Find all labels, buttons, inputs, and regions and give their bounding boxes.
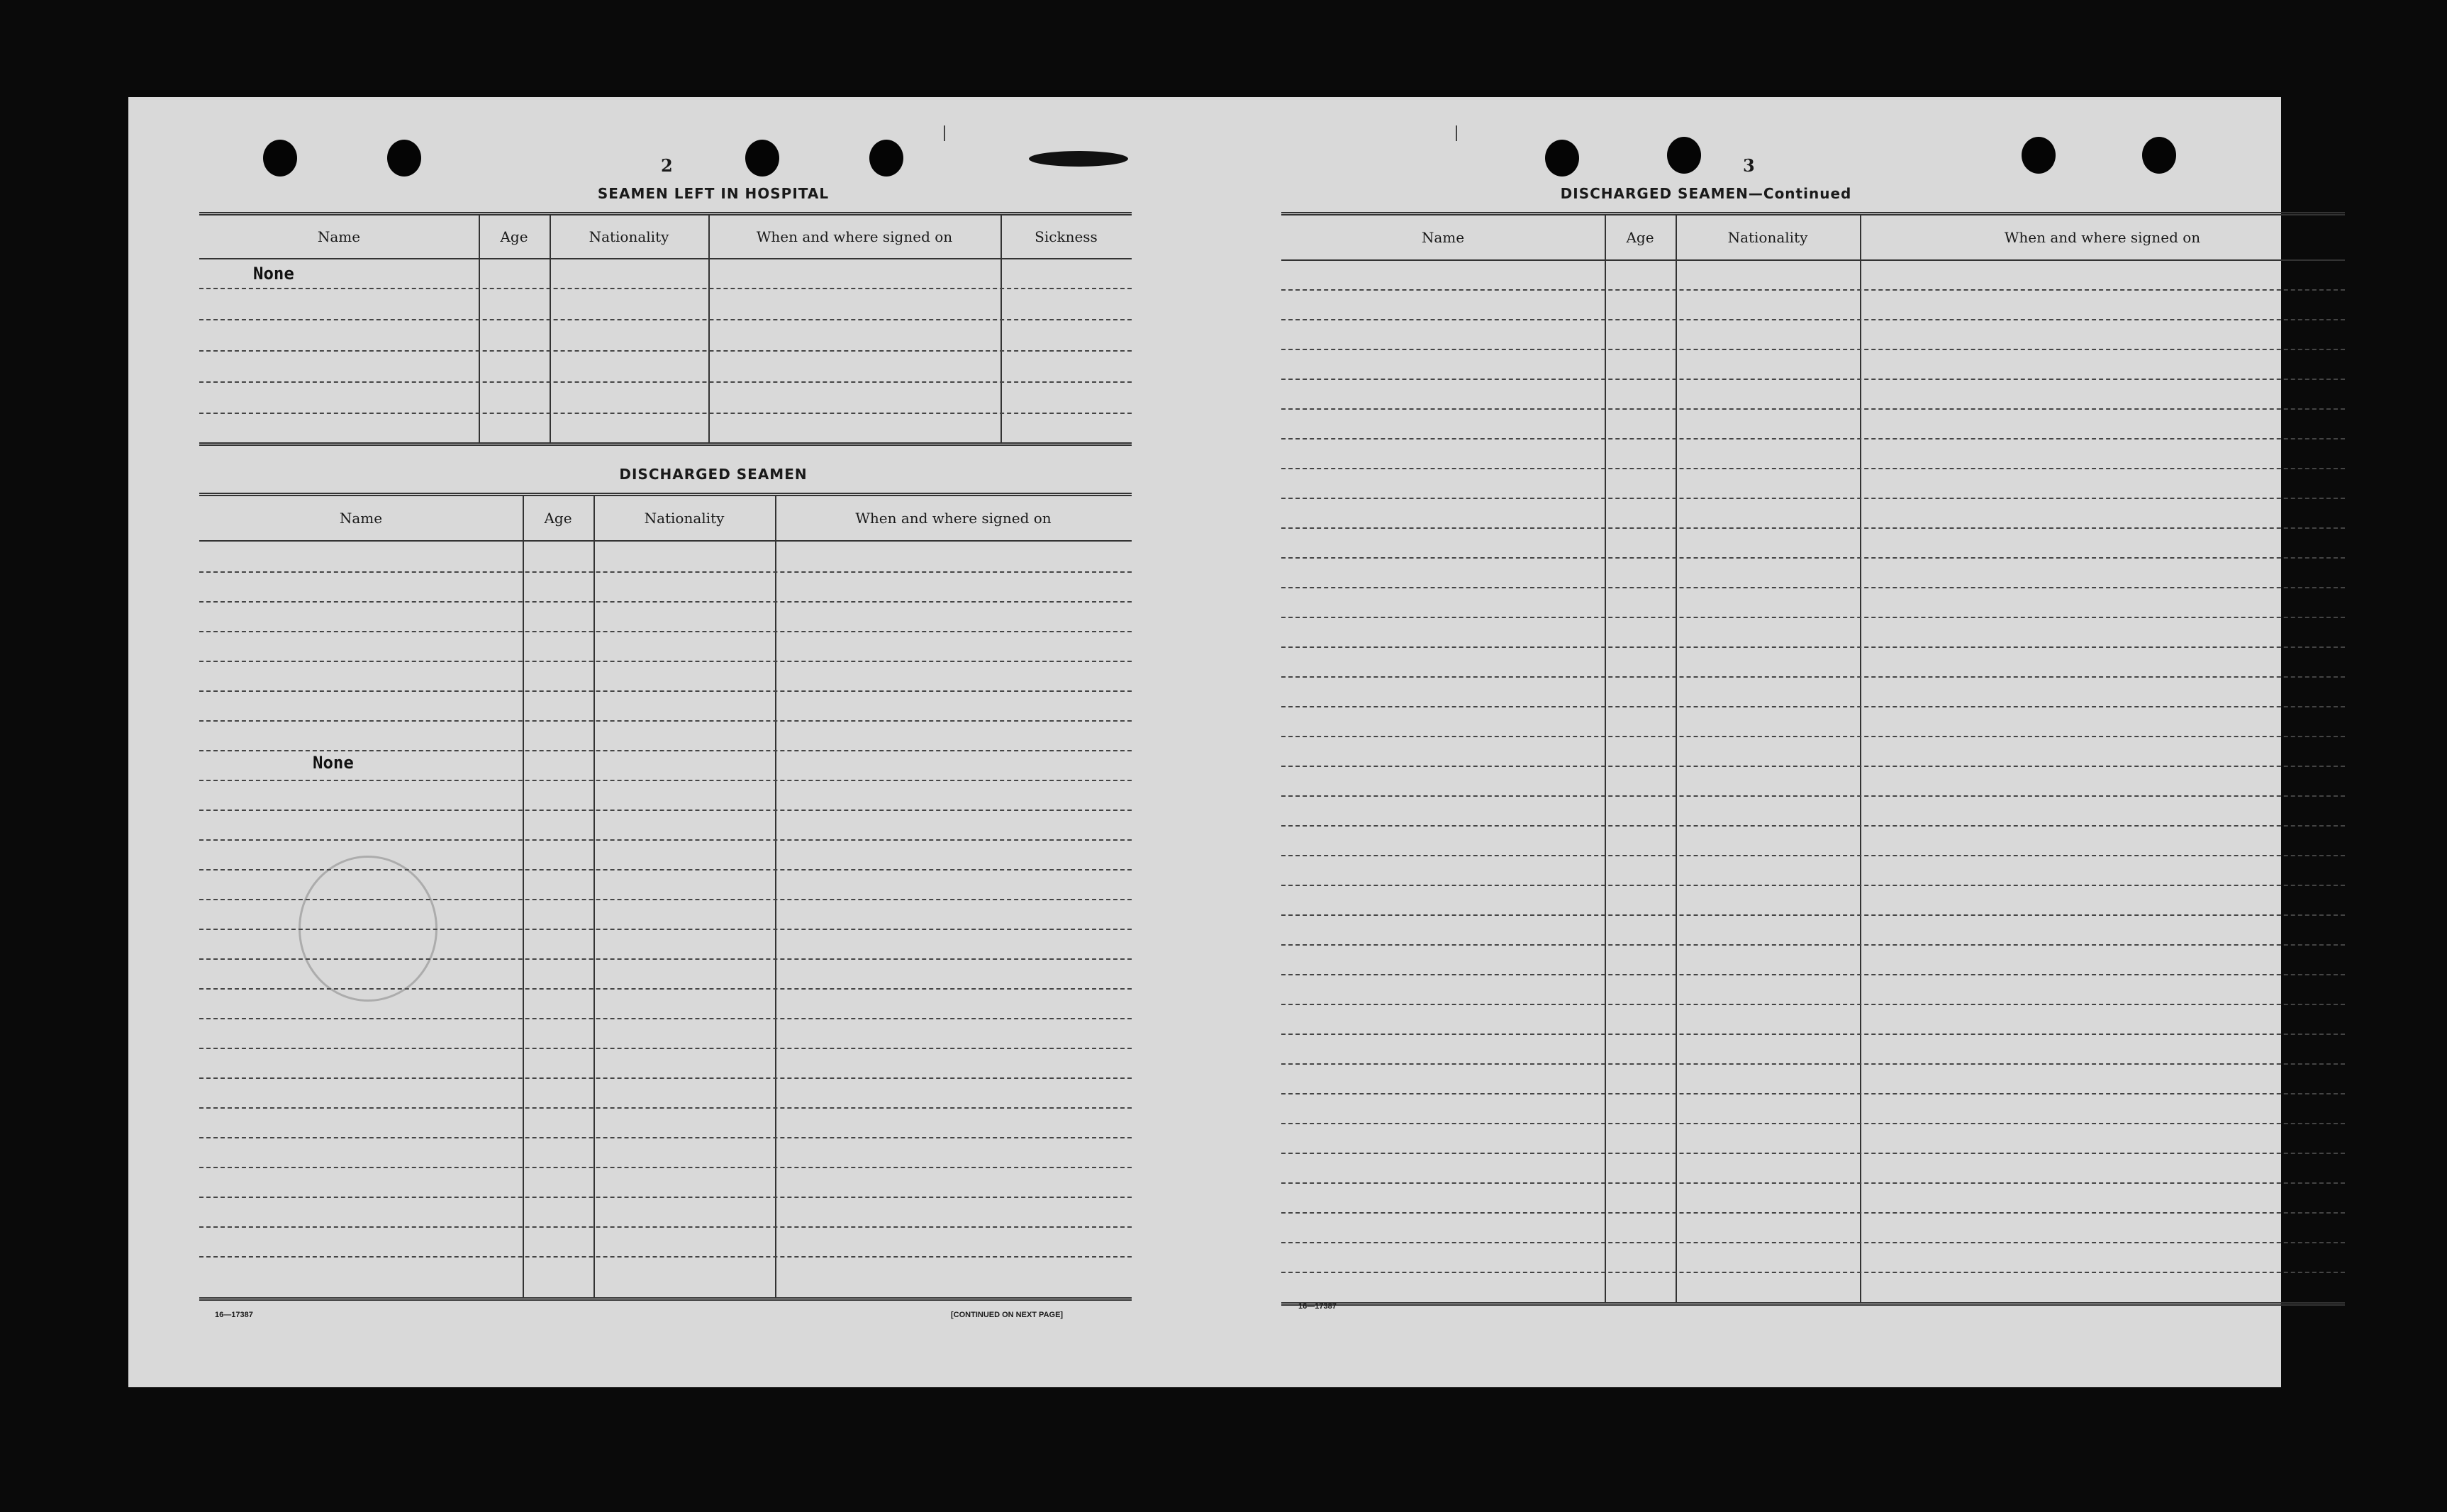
table-rule: [199, 1226, 1132, 1228]
table-rule: [1281, 885, 2345, 886]
table-rule: [1281, 1242, 2345, 1243]
table-rule: [199, 1137, 1132, 1138]
table-rule: [199, 810, 1132, 811]
table-rule: [199, 1077, 1132, 1079]
discharged-entry-name: None: [313, 753, 354, 773]
column-header-name: Name: [317, 228, 361, 245]
punch-hole: [1667, 137, 1701, 174]
table-rule: [1281, 468, 2345, 469]
hospital-entry-name: None: [253, 264, 294, 284]
punch-hole: [263, 140, 297, 177]
hospital-table: [199, 212, 1132, 446]
page-number: 2: [661, 155, 673, 176]
table-rule: [199, 750, 1132, 751]
table-rule: [199, 661, 1132, 662]
punch-hole: [1545, 140, 1579, 177]
page-number: 3: [1743, 155, 1755, 176]
faded-stamp: [299, 856, 437, 1002]
table-rule: [1281, 706, 2345, 707]
punch-hole: [2142, 137, 2176, 174]
table-rule: [1281, 676, 2345, 678]
column-header-age: Age: [544, 510, 572, 527]
continued-note: [CONTINUED ON NEXT PAGE]: [951, 1311, 1064, 1319]
table-rule: [1281, 736, 2345, 737]
table-rule: [1281, 795, 2345, 797]
table-rule: [1281, 825, 2345, 827]
table-rule: [1281, 557, 2345, 559]
table-rule: [1281, 944, 2345, 946]
table-rule: [1281, 855, 2345, 856]
form-number-right: 16—17387: [1298, 1302, 1337, 1311]
punch-hole: [387, 140, 421, 177]
form-number-left: 16—17387: [215, 1311, 253, 1319]
table-rule: [1281, 438, 2345, 439]
table-rule: [1281, 587, 2345, 588]
table-rule: [1281, 1272, 2345, 1273]
section-title-hospital: SEAMEN LEFT IN HOSPITAL: [597, 185, 830, 202]
table-rule: [199, 1048, 1132, 1049]
column-header-sickness: Sickness: [1035, 228, 1098, 245]
table-rule: [1281, 766, 2345, 767]
table-rule: [1281, 1034, 2345, 1035]
table-rule: [1281, 1093, 2345, 1094]
table-rule: [1281, 349, 2345, 350]
section-title-discharged-continued: DISCHARGED SEAMEN—Continued: [1560, 185, 1852, 202]
punch-hole: [745, 140, 779, 177]
ink-smudge: [1029, 151, 1128, 167]
punch-hole: [869, 140, 903, 177]
discharged-table-right: [1281, 212, 2345, 1306]
table-rule: [199, 1018, 1132, 1019]
table-rule: [1281, 408, 2345, 410]
column-header-signed-on: When and where signed on: [2004, 229, 2201, 246]
column-header-nationality: Nationality: [644, 510, 725, 527]
table-rule: [199, 631, 1132, 632]
table-rule: [199, 690, 1132, 692]
table-rule: [1281, 646, 2345, 648]
section-title-discharged: DISCHARGED SEAMEN: [619, 466, 808, 483]
column-header-signed-on: When and where signed on: [756, 228, 953, 245]
column-header-signed-on: When and where signed on: [855, 510, 1052, 527]
table-rule: [1281, 319, 2345, 320]
column-header-age: Age: [1626, 229, 1654, 246]
document-sheet: [128, 97, 2281, 1387]
table-rule: [199, 1256, 1132, 1258]
table-rule: [199, 1167, 1132, 1168]
table-rule: [1281, 1212, 2345, 1214]
table-rule: [199, 601, 1132, 603]
column-header-age: Age: [500, 228, 528, 245]
column-header-name: Name: [1421, 229, 1465, 246]
table-header: [1281, 215, 2345, 261]
table-rule: [1281, 1182, 2345, 1184]
table-rule: [1281, 914, 2345, 916]
table-header: [199, 215, 1132, 259]
table-rule: [199, 839, 1132, 841]
table-rule: [199, 780, 1132, 781]
punch-hole: [2022, 137, 2056, 174]
table-rule: [199, 1197, 1132, 1198]
table-rule: [1281, 974, 2345, 975]
table-rule: [1281, 527, 2345, 529]
fold-mark: [944, 125, 945, 141]
table-rule: [199, 1107, 1132, 1109]
table-rule: [1281, 1063, 2345, 1065]
table-rule: [1281, 1004, 2345, 1005]
table-rule: [1281, 617, 2345, 618]
table-rule: [1281, 498, 2345, 499]
column-header-nationality: Nationality: [1727, 229, 1808, 246]
table-header: [199, 496, 1132, 542]
table-rule: [199, 571, 1132, 573]
column-header-nationality: Nationality: [589, 228, 669, 245]
column-header-name: Name: [339, 510, 383, 527]
table-rule: [1281, 289, 2345, 291]
fold-mark: [1456, 125, 1457, 141]
table-rule: [199, 720, 1132, 722]
table-rule: [1281, 379, 2345, 380]
table-rule: [1281, 1123, 2345, 1124]
table-rule: [1281, 1153, 2345, 1154]
